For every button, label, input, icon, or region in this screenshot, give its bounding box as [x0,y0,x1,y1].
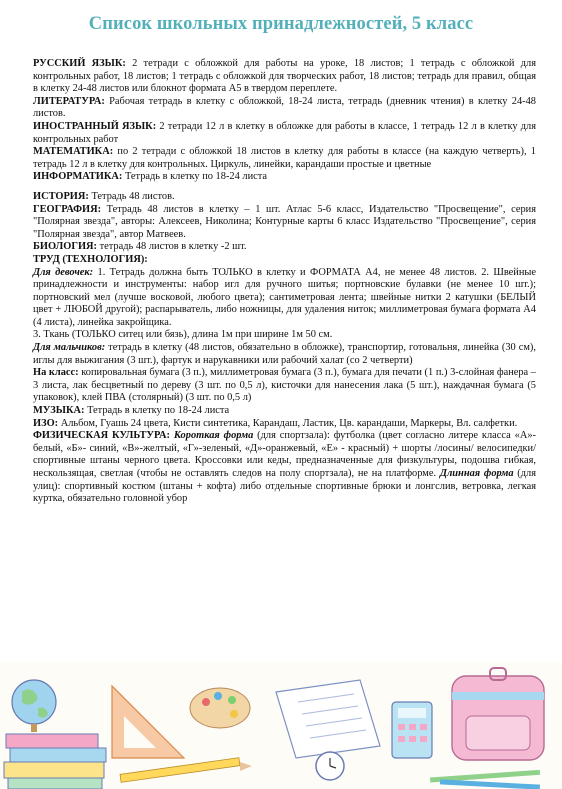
boys-text: тетрадь в клетку (48 листов, обязательно в обложке), транспортир, готовальня, линейка (30 см), иглы для выжигания (3 шт.), фартук и нарукавники или рабочий халат (со 2 четверти) [33,342,536,366]
section-geography [33,204,536,242]
section-informatics [33,171,536,184]
class-text: копировальная бумага (3 п.), миллиметровая бумага (3 п.), бумага для печати (1 п.) 3-слойная фанера – 3 листа, лак бесцветный по дереву (3 шт. по 0,5 л), кисточки для нанесения лака (5 шт.), наждачная бумага (5 упаковок), клей ПВА (столярный) (3 шт. по 0,5 л) [33,367,536,404]
calculator-icon [392,702,432,758]
technology-girls-item3: 3. Ткань (ТОЛЬКО ситец или бязь), длина 1м при ширине 1м 50 см. [33,329,333,341]
clock-icon [316,752,344,780]
text-biology: тетрадь 48 листов в клетку -2 шт. [97,241,247,253]
girls-text: 1. Тетрадь должна быть ТОЛЬКО в клетку и ФОРМАТА А4, не менее 48 листов. 2. Швейные принадлежности и инструменты: набор игл для ручного шитья; портновские булавки (не менее 10 шт.); портновский мел (лучше восковой, любого цвета); сантиметровая лента; швейные нитки 2 катушки (БЕЛЫЙ цвет + ЛЮБОЙ другой); распарыватель, либо ножницы, для удаления ниток; миллиметровая бумага формата А4 (4 листа), линейка закройщика. [33,266,537,328]
section-foreign [33,121,536,146]
text-math: по 2 тетради с обложкой 18 листов в клетку для работы в классе (на каждую четверть), 1 тетрадь 12 л в клетку для контрольных. Циркуль, линейки, карандаши простые и цветные [33,146,536,170]
class-label: На класс: [33,367,79,379]
heading-technology: ТРУД (ТЕХНОЛОГИЯ): [33,253,148,265]
books-stack-icon [4,734,106,789]
palette-icon [190,688,250,728]
heading-history: ИСТОРИЯ: [33,190,89,202]
page-title: Список школьных принадлежностей, 5 класс [88,14,474,34]
school-supplies-illustration [0,662,562,789]
technology-class [33,367,536,405]
heading-biology: БИОЛОГИЯ: [33,241,97,253]
boys-label: Для мальчиков: [33,342,106,354]
section-technology [33,254,536,267]
heading-informatics: ИНФОРМАТИКА: [33,171,123,183]
heading-pe: ФИЗИЧЕСКАЯ КУЛЬТУРА: [33,430,171,442]
section-literature [33,96,536,121]
section-pe [33,430,536,506]
heading-music: МУЗЫКА: [33,405,85,417]
text-geography: Тетрадь 48 листов в клетку – 1 шт. Атлас 5-6 класс, Издательство "Просвещение", серия "Полярная звезда", авторы: Алексеев, Николина; Контурные карты 6 класс Издательство "Просвещение", серия "Полярная звезда", автор Матвеев. [33,203,536,240]
text-foreign: 2 тетради 12 л в клетку в обложке для работы в классе, 1 тетрадь 12 л в клетку для контрольных работ [33,120,537,145]
supplies-list [33,58,536,506]
text-art: Альбом, Гуашь 24 цвета, Кисти синтетика, Карандаш, Ластик, Цв. карандаши, Маркеры, Вл. салфетки. [58,417,518,429]
heading-foreign: ИНОСТРАННЫЙ ЯЗЫК: [33,120,157,132]
text-history: Тетрадь 48 листов. [88,190,175,202]
pe-short-text: (для спортзала): футболка (цвет согласно литере класса «А»- белый, «Б»- синий, «В»-желтый, «Г»-зеленый, «Д»-оранжевый, «Е» - красный) + шорты /лосины/ велосипедки/ спортивные штаны черного цвета. Кроссовки или кеды, предназначенные для физкультуры, подошва гибкая, нескользящая, светлая (чтобы не оставлять следов на полу спортзала), не на платформе. [33,430,536,479]
technology-girls [33,267,536,330]
heading-math: МАТЕМАТИКА: [33,146,114,158]
text-music: Тетрадь в клетку по 18-24 листа [84,405,230,417]
section-math [33,146,536,171]
section-art [33,418,536,431]
section-russian [33,58,536,96]
technology-boys [33,342,536,367]
section-music [33,405,536,418]
pe-short-label: Короткая форма [173,430,254,442]
text-literature: Рабочая тетрадь в клетку с обложкой, 18-24 листа, тетрадь (дневник чтения) в клетку 24-48 листов. [33,95,536,120]
text-russian: 2 тетради с обложкой для работы на уроке, 18 листов; 1 тетрадь с обложкой для контрольных работ, 18 листов; 1 тетрадь с обложкой для творческих работ, 18 листов; тетрадь для правил, общая в клетку 24-48 листов или блокнот формата А5 в твердом переплете. [33,58,536,95]
girls-label: Для девочек: [33,266,94,278]
section-biology [33,241,536,254]
heading-art: ИЗО: [33,417,59,429]
section-history [33,191,536,204]
heading-russian: РУССКИЙ ЯЗЫК: [33,58,126,69]
pe-long-text: (для улиц): спортивный костюм (штаны + кофта) либо отдельные спортивные брюки и лонгслив, ветровка, легкая куртка, обязательно головной убор [33,468,536,505]
heading-literature: ЛИТЕРАТУРА: [33,95,105,107]
heading-geography: ГЕОГРАФИЯ: [33,203,102,215]
backpack-icon [452,668,544,760]
pe-long-label: Длинная форма [439,468,514,479]
text-informatics: Тетрадь в клетку по 18-24 листа [122,171,268,183]
